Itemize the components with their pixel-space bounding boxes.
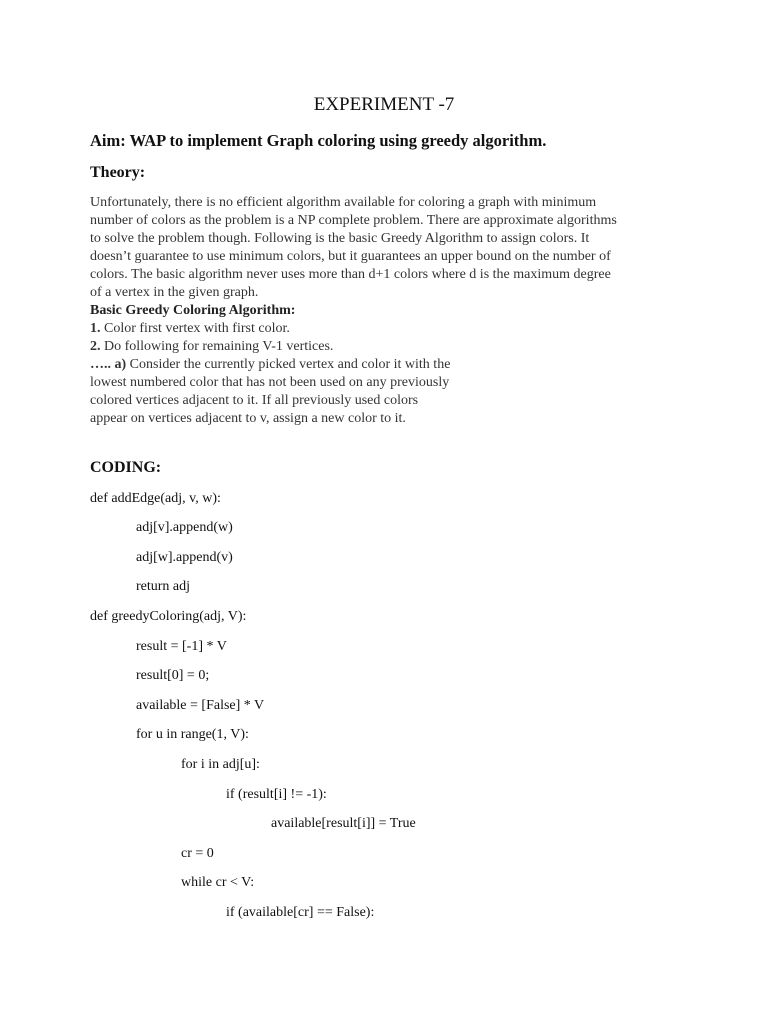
code-line: def greedyColoring(adj, V): [90,609,247,624]
code-line: return adj [136,579,191,594]
aim-statement: Aim: WAP to implement Graph coloring using greedy algorithm. [90,131,547,150]
code-line: result[0] = 0; [136,668,210,683]
coding-heading: CODING: [90,459,162,476]
step-continuation: appear on vertices adjacent to v, assign a new color to it. [90,411,406,426]
step-text: Consider the currently picked vertex and color it with the [126,357,451,372]
code-line: result = [-1] * V [136,639,227,654]
algorithm-heading: Basic Greedy Coloring Algorithm: [90,303,296,318]
code-line: for i in adj[u]: [181,757,260,772]
code-line: available = [False] * V [136,698,265,713]
step-continuation: lowest numbered color that has not been used on any previously [90,375,450,390]
code-line: while cr < V: [181,875,255,890]
step-text: Color first vertex with first color. [100,321,290,336]
step-text: Do following for remaining V-1 vertices. [100,339,334,354]
code-line: available[result[i]] = True [271,816,416,831]
code-line: if (available[cr] == False): [226,905,375,920]
theory-heading: Theory: [90,164,146,181]
code-line: for u in range(1, V): [136,727,249,742]
step-number: 2. [90,339,101,354]
code-line: cr = 0 [181,846,214,861]
theory-line: number of colors as the problem is a NP complete problem. There are approximate algorithms [90,213,617,228]
step-continuation: colored vertices adjacent to it. If all previously used colors [90,393,419,408]
theory-line: of a vertex in the given graph. [90,285,259,300]
theory-line: colors. The basic algorithm never uses more than d+1 colors where d is the maximum degree [90,267,611,282]
step-number: 1. [90,321,101,336]
theory-line: doesn’t guarantee to use minimum colors, but it guarantees an upper bound on the number of [90,249,611,264]
code-line: def addEdge(adj, v, w): [90,491,221,506]
step-number: ….. a) [90,357,127,372]
theory-section [90,194,680,428]
page-title: EXPERIMENT -7 [313,94,455,115]
theory-line: Unfortunately, there is no efficient algorithm available for coloring a graph with minimum [90,195,597,210]
code-line: adj[w].append(v) [136,550,233,565]
algorithm-step [90,320,680,338]
code-line: adj[v].append(w) [136,520,233,535]
algorithm-step [90,356,680,374]
code-line: if (result[i] != -1): [226,787,327,802]
theory-line: to solve the problem though. Following is the basic Greedy Algorithm to assign colors. It [90,231,590,246]
algorithm-step [90,338,680,356]
